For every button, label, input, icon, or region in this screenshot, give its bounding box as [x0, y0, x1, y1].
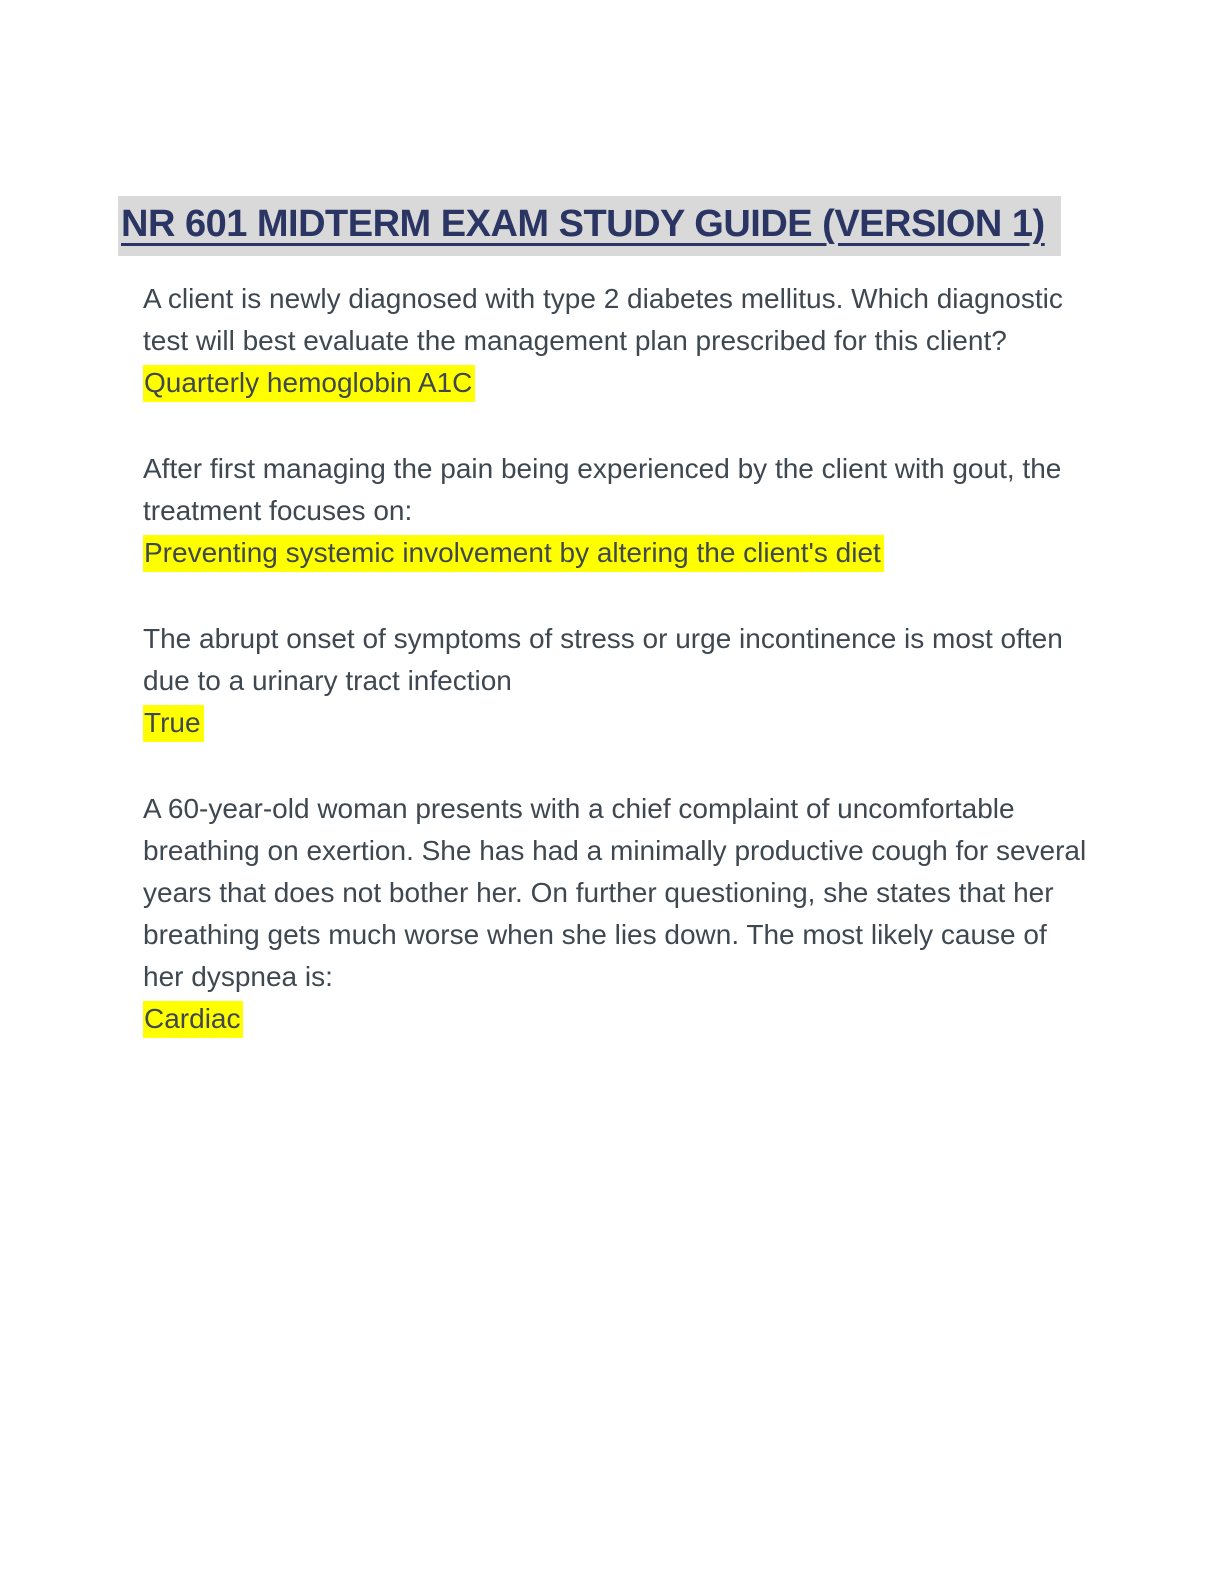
qa-block: [143, 618, 1088, 744]
qa-list: [143, 278, 1088, 1040]
answer-line: [143, 362, 1088, 404]
answer-highlight: True: [143, 705, 204, 742]
page-title: [118, 196, 1061, 256]
answer-line: [143, 532, 1088, 574]
question-text: A client is newly diagnosed with type 2 diabetes mellitus. Which diagnostic test will best evaluate the management plan prescribed for this client?: [143, 282, 1063, 356]
question-text: The abrupt onset of symptoms of stress or urge incontinence is most often due to a urinary tract infection: [143, 622, 1063, 696]
qa-block: [143, 278, 1088, 404]
answer-line: [143, 998, 1088, 1040]
answer-highlight: Cardiac: [143, 1001, 243, 1038]
question-text: A 60-year-old woman presents with a chief complaint of uncomfortable breathing on exertion. She has had a minimally productive cough for several years that does not bother her. On further questioning, she states that her breathing gets much worse when she lies down. The most likely cause of her dyspnea is:: [143, 792, 1087, 992]
answer-line: [143, 702, 1088, 744]
page-title-text: NR 601 MIDTERM EXAM STUDY GUIDE (VERSION 1): [121, 203, 1045, 245]
answer-highlight: Preventing systemic involvement by altering the client's diet: [143, 535, 884, 572]
answer-highlight: Quarterly hemoglobin A1C: [143, 365, 475, 402]
qa-block: [143, 788, 1088, 1040]
question-text: After first managing the pain being experienced by the client with gout, the treatment focuses on:: [143, 452, 1062, 526]
qa-block: [143, 448, 1088, 574]
